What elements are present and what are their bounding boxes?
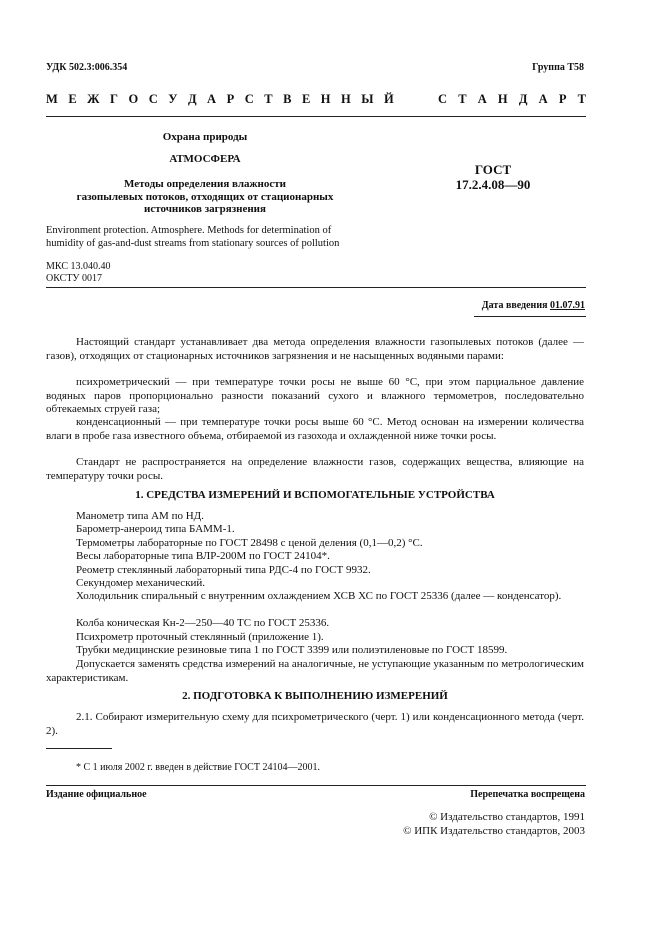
effective-date [482, 300, 585, 311]
heading-letter: Н [341, 92, 351, 106]
heading-letter: Т [577, 92, 586, 106]
header-rule [46, 116, 586, 117]
intro-paragraph-1: Настоящий стандарт устанавливает два метода определения влажности газопылевых потоков (далее — газов), отходящих от стационарных источников загрязнения и не насыщенных водяными парами: [46, 336, 584, 362]
intro-paragraph-scope: Стандарт не распространяется на определение влажности газов, содержащих вещества, влияющие на температуру точки росы. [46, 456, 584, 482]
instrument-replacement-note: Допускается заменять средства измерений на аналогичные, не уступающие указанным по метрологическим характеристикам. [46, 658, 584, 684]
title-rule [46, 287, 586, 288]
heading-letter: С [148, 92, 158, 106]
footer-rule [46, 785, 586, 786]
english-title-line1: Environment protection. Atmosphere. Methods for determination of [46, 225, 332, 236]
instrument-item: Трубки медицинские резиновые типа 1 по ГОСТ 3399 или полиэтиленовые по ГОСТ 18599. [76, 644, 508, 656]
english-title-line2: humidity of gas-and-dust streams from stationary sources of pollution [46, 237, 340, 249]
heading-letter: Р [226, 92, 235, 106]
heading-letter: А [538, 92, 548, 106]
footnote-rule [46, 748, 112, 749]
mks-code: МКС 13.040.40 [46, 261, 111, 272]
heading-letter: Г [110, 92, 118, 106]
title-atmosphere: АТМОСФЕРА [169, 153, 241, 165]
instrument-item: Термометры лабораторные по ГОСТ 28498 с ценой деления (0,1—0,2) °С. [76, 537, 423, 549]
classification-codes [46, 261, 110, 284]
date-underline [474, 316, 586, 317]
heading-letter: Д [518, 92, 528, 106]
heading-letter: А [207, 92, 217, 106]
udk-code: УДК 502.3:006.354 [46, 62, 128, 73]
section-2-title: 2. ПОДГОТОВКА К ВЫПОЛНЕНИЮ ИЗМЕРЕНИЙ [182, 690, 448, 702]
group-code: Группа Т58 [532, 62, 584, 73]
topic-line: Охрана природы [162, 131, 248, 143]
heading-letter: Н [497, 92, 508, 106]
standard-word-interstate [46, 92, 394, 107]
copyright-block [403, 811, 585, 838]
heading-letter: С [438, 92, 448, 106]
heading-letter: У [168, 92, 178, 106]
heading-letter: В [283, 92, 292, 106]
instrument-item: Реометр стеклянный лабораторный типа РДС-4 по ГОСТ 9932. [76, 564, 371, 576]
gost-designation [418, 162, 568, 192]
okstu-code: ОКСТУ 0017 [46, 272, 103, 284]
title-methods-line1: Методы определения влажности [124, 178, 286, 190]
heading-letter: Н [320, 92, 331, 106]
title-methods-line3: источников загрязнения [144, 203, 266, 215]
heading-letter: Д [187, 92, 197, 106]
instrument-item-cooler: Холодильник спиральный с внутренним охлаждением ХСВ ХС по ГОСТ 25336 (далее — конденсатор). [76, 590, 562, 602]
heading-letter: Ы [361, 92, 374, 106]
footnote: * С 1 июля 2002 г. введен в действие ГОСТ 24104—2001. [76, 762, 320, 773]
heading-letter: Т [264, 92, 273, 106]
section-1-title: 1. СРЕДСТВА ИЗМЕРЕНИЙ И ВСПОМОГАТЕЛЬНЫЕ УСТРОЙСТВА [135, 489, 495, 501]
title-methods-line2: газопылевых потоков, отходящих от стационарных [76, 190, 334, 203]
english-title [46, 225, 339, 250]
standard-word-standard [438, 92, 586, 107]
instrument-item: Секундомер механический. [76, 577, 206, 589]
official-edition: Издание официальное [46, 789, 147, 800]
heading-letter: А [477, 92, 487, 106]
instrument-item: Весы лабораторные типа ВЛР-200М по ГОСТ 24104*. [76, 550, 330, 562]
heading-letter: Й [384, 92, 394, 106]
heading-letter: Т [458, 92, 467, 106]
heading-letter: Ж [87, 92, 100, 106]
heading-letter: Р [558, 92, 567, 106]
copyright-2003: © ИПК Издательство стандартов, 2003 [403, 824, 585, 837]
heading-letter: М [46, 92, 58, 106]
heading-letter: Е [301, 92, 311, 106]
copyright-1991: © Издательство стандартов, 1991 [429, 811, 585, 823]
instrument-item: Манометр типа АМ по НД. [76, 510, 204, 522]
intro-paragraph-psychrometric: психрометрический — при температуре точки росы не выше 60 °С, при этом парциальное давление водяных паров пропорционально разности показаний сухого и влажного термометров, последовательно обтекаемых струей газа; [46, 376, 584, 415]
standard-heading [46, 92, 586, 107]
instrument-item: Барометр-анероид типа БАММ-1. [76, 523, 235, 535]
gost-number: 17.2.4.08—90 [455, 177, 531, 192]
section-2-paragraph-1: 2.1. Собирают измерительную схему для психрометрического (черт. 1) или конденсационного метода (черт. 2). [46, 711, 584, 737]
heading-letter: Е [68, 92, 77, 106]
heading-letter: О [128, 92, 139, 106]
title-methods [46, 178, 364, 216]
gost-label: ГОСТ [474, 162, 512, 177]
effective-date-label: Дата введения [481, 300, 548, 311]
instrument-item: Психрометр проточный стеклянный (приложение 1). [76, 631, 324, 643]
effective-date-value: 01.07.91 [550, 300, 585, 311]
instrument-item: Колба коническая Кн-2—250—40 ТС по ГОСТ 25336. [76, 617, 330, 629]
heading-letter: С [244, 92, 254, 106]
intro-paragraph-condensation: конденсационный — при температуре точки росы выше 60 °С. Метод основан на измерении количества влаги в пробе газа известного объема, отбираемой из газохода и охлажденной ниже точки росы. [46, 416, 584, 442]
reprint-prohibited: Перепечатка воспрещена [470, 789, 585, 800]
